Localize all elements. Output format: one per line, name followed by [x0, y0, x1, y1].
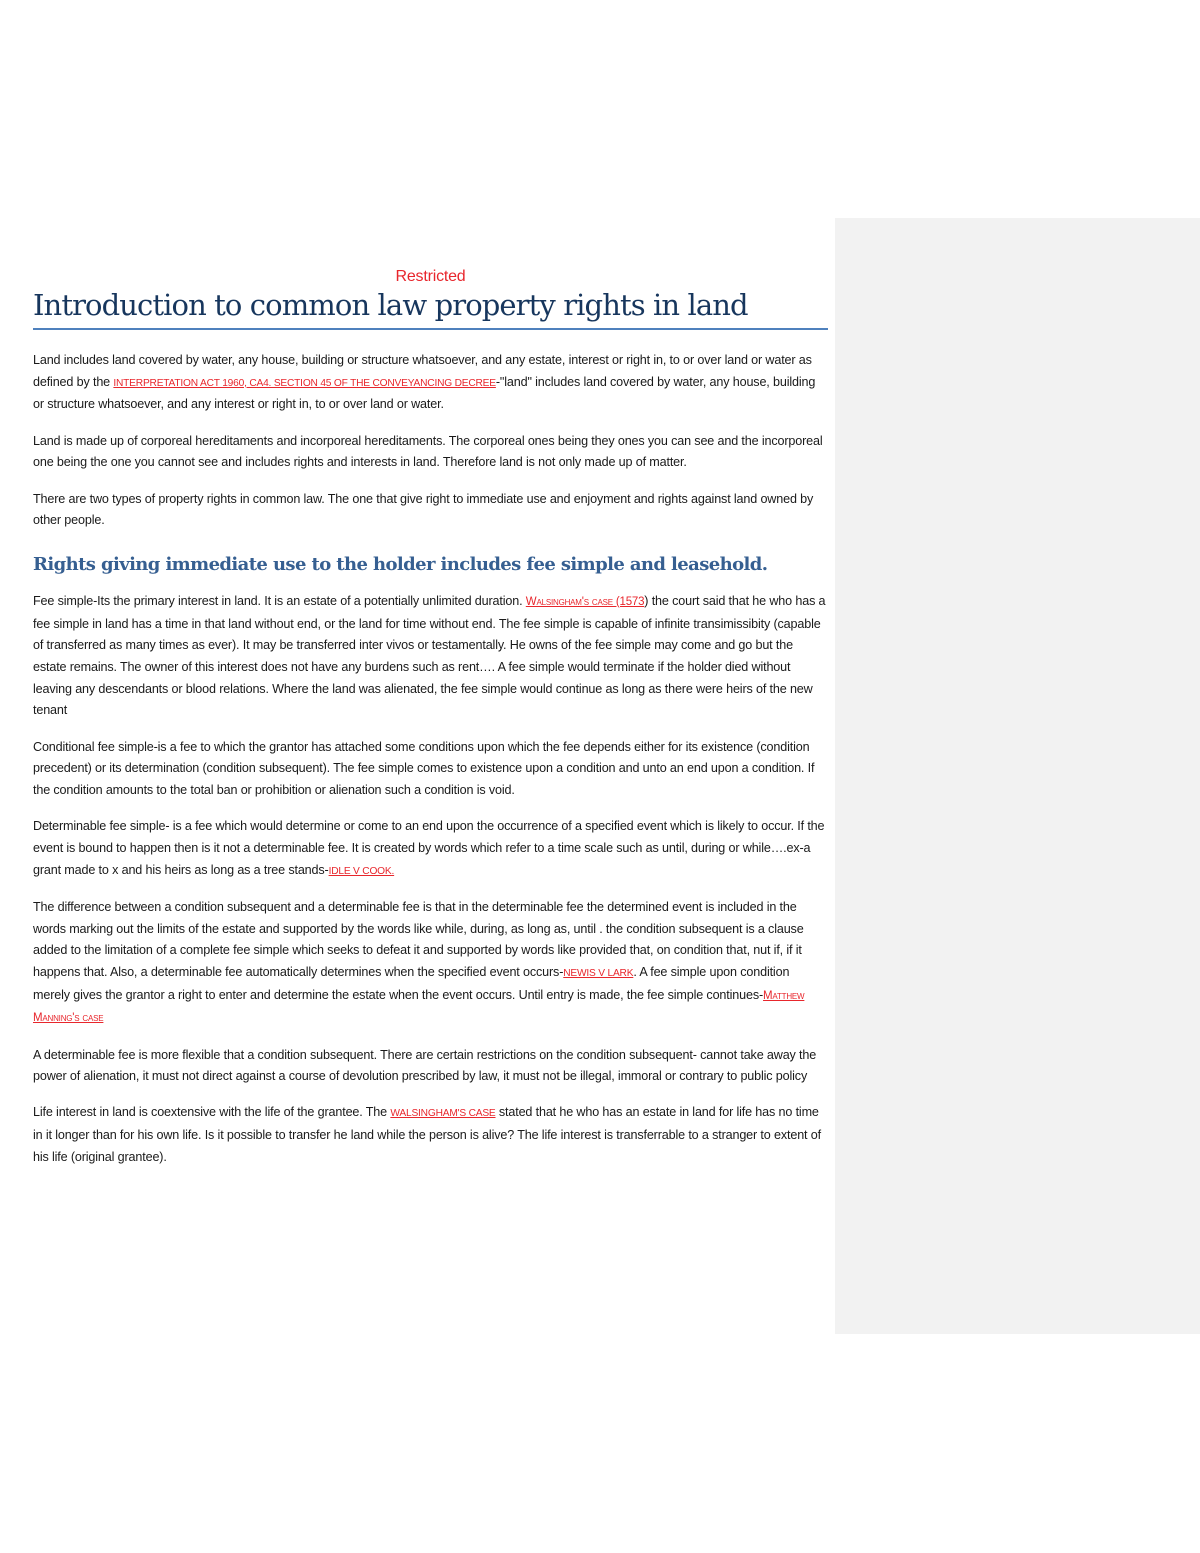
- text-run: ) the court said that he who has a fee simple in land has a time in that land without end, or the land for time without end. The fee simple is capable of infinite transimissibity (capable of transferred as many times as ever). It may be transferred inter vivos or testamentally. He owns of the fee simple may come and go but the estate remains. The owner of this interest does not have any burdens such as rent…. A fee simple would terminate if the holder died without leaving any descendants or blood relations. Where the land was alienated, the fee simple would continue as long as there were heirs of the new tenant: [33, 593, 826, 718]
- paragraph-life-interest: [33, 1102, 828, 1168]
- paragraph-fee-simple: [33, 591, 828, 722]
- text-run: Land includes land covered by water, any house, building or structure whatsoever, and any estate, interest or right in, to or over land or water as defined by the: [33, 353, 812, 389]
- paragraph-determinable-fee-simple: [33, 816, 828, 882]
- paragraph-hereditaments: Land is made up of corporeal hereditaments and incorporeal hereditaments. The corporeal ones being they ones you can see and the incorporeal one being the one you cannot see and includes rights and interests in land. Therefore land is not only made up of matter.: [33, 433, 823, 470]
- reference-walsinghams-case-2[interactable]: WALSINGHAM'S CASE: [390, 1108, 496, 1120]
- text-run: . A fee simple upon condition merely gives the grantor a right to enter and determine the estate when the event occurs. Until entry is made, the fee simple continues-: [33, 964, 790, 1002]
- reference-matthew-mannings-case[interactable]: Matthew Manning's case: [33, 989, 805, 1025]
- paragraph-property-rights: There are two types of property rights in common law. The one that give right to immediate use and enjoyment and rights against land owned by other people.: [33, 491, 814, 528]
- text-run: The difference between a condition subsequent and a determinable fee is that in the determinable fee the determined event is included in the words marking out the limits of the estate and supported by the words like while, during, as long as, until . the condition subsequent is a clause added to the limitation of a complete fee simple which seeks to defeat it and supported by words like provided that, on condition that, nut if, if it happens that. Also, a determinable fee automatically determines when the specified event occurs-: [33, 899, 804, 979]
- text-run: stated that he who has an estate in land for life has no time in it longer than for his own life. Is it possible to transfer he land while the person is alive? The life interest is transferrable to a stranger to extent of his life (original grantee).: [33, 1105, 821, 1164]
- text-run: Life interest in land is coextensive with the life of the grantee. The: [33, 1105, 391, 1120]
- paragraph-land-definition: [33, 350, 828, 416]
- reference-newis-v-lark[interactable]: NEWIS V LARK: [563, 967, 634, 979]
- classification-label: Restricted: [395, 268, 466, 285]
- paragraph-determinable-flexibility: A determinable fee is more flexible that a condition subsequent. There are certain restrictions on the condition subsequent- cannot take away the power of alienation, it must not direct against a course of devolution prescribed by law, it must not be illegal, immoral or contrary to public policy: [33, 1047, 817, 1084]
- document-title: Introduction to common law property rights in land: [33, 288, 828, 330]
- comment-pane: [835, 218, 1200, 1334]
- section-heading: Rights giving immediate use to the holder includes fee simple and leasehold.: [33, 553, 768, 575]
- reference-idle-v-cook[interactable]: IDLE V COOK.: [328, 865, 395, 877]
- text-run: Fee simple-Its the primary interest in land. It is an estate of a potentially unlimited duration.: [33, 593, 526, 608]
- text-run: -"land" includes land covered by water, any house, building or structure whatsoever, and any interest or right in, to or over land or water.: [33, 374, 816, 412]
- reference-interpretation-act[interactable]: INTERPRETATION ACT 1960, CA4. SECTION 45 OF THE CONVEYANCING DECREE: [113, 377, 496, 389]
- paragraph-conditional-fee-simple: Conditional fee simple-is a fee to which the grantor has attached some conditions upon which the fee depends either for its existence (condition precedent) or its determination (condition subsequent). The fee simple comes to existence upon a condition and unto an end upon a condition. If the condition amounts to the total ban or prohibition or alienation such a condition is void.: [33, 739, 815, 798]
- reference-walsinghams-case[interactable]: Walsingham's case (1573: [525, 595, 645, 608]
- document-body: [33, 268, 828, 1183]
- paragraph-condition-vs-determinable: [33, 897, 828, 1030]
- text-run: Determinable fee simple- is a fee which would determine or come to an end upon the occurrence of a specified event which is likely to occur. If the event is bound to happen then is it not a determinable fee. It is created by words which refer to a time scale such as until, during or while….ex-a grant made to x and his heirs as long as a tree stands-: [33, 819, 825, 877]
